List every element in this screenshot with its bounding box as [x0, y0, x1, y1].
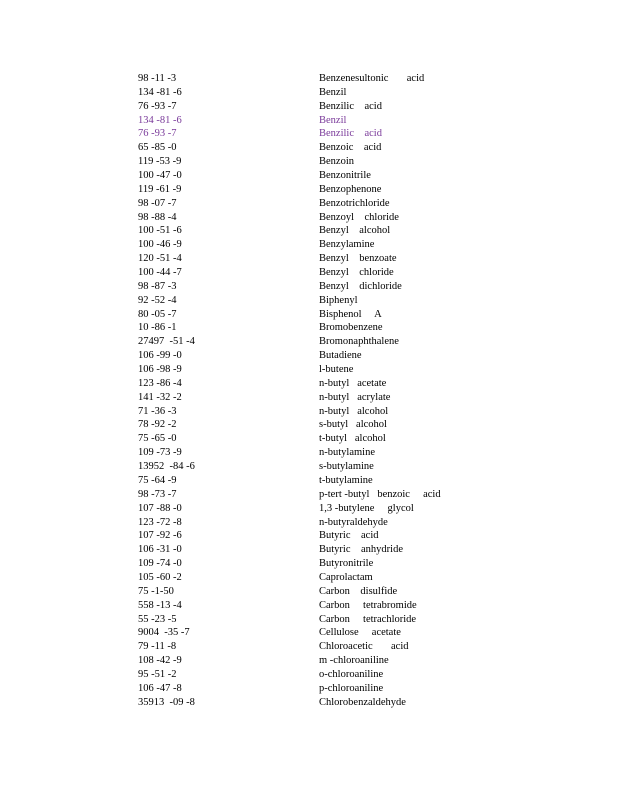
cas-number: 98 -88 -4 — [138, 211, 177, 223]
cas-number: 100 -44 -7 — [138, 267, 182, 279]
chemical-name: Carbon tetrachloride — [319, 613, 417, 625]
table-row — [138, 127, 458, 141]
chemical-name: n-butyl acetate — [319, 377, 387, 389]
cas-number: 75 -1-50 — [138, 585, 174, 597]
cas-number: 109 -74 -0 — [138, 558, 182, 570]
cas-number: 98 -73 -7 — [138, 488, 177, 500]
cas-number: 95 -51 -2 — [138, 668, 177, 680]
cas-number: 109 -73 -9 — [138, 447, 182, 459]
cas-number: 78 -92 -2 — [138, 419, 177, 431]
table-row — [138, 640, 458, 654]
table-row — [138, 613, 458, 627]
table-row — [138, 668, 458, 682]
table-row — [138, 557, 458, 571]
cas-number: 27497 -51 -4 — [138, 336, 195, 348]
table-row — [138, 266, 458, 280]
cas-number: 106 -99 -0 — [138, 350, 182, 362]
chemical-name: Carbon disulfide — [319, 585, 398, 597]
cas-number: 108 -42 -9 — [138, 655, 182, 667]
table-row — [138, 391, 458, 405]
table-row — [138, 141, 458, 155]
chemical-name: Benzenesultonic acid — [319, 73, 425, 84]
cas-number: 107 -88 -0 — [138, 502, 182, 514]
chemical-name: Cellulose acetate — [319, 627, 401, 639]
table-row — [138, 654, 458, 668]
chemical-name: Benzil — [319, 114, 347, 126]
table-row — [138, 155, 458, 169]
cas-number: 134 -81 -6 — [138, 114, 182, 126]
cas-number: 123 -72 -8 — [138, 516, 182, 528]
chemical-name: o-chloroaniline — [319, 668, 384, 680]
cas-number: 92 -52 -4 — [138, 294, 177, 306]
chemical-name: Benzotrichloride — [319, 197, 390, 209]
table-row — [138, 114, 458, 128]
chemical-name: p-tert -butyl benzoic acid — [319, 488, 441, 500]
table-row — [138, 224, 458, 238]
chemical-name: Benzophenone — [319, 183, 382, 195]
table-row — [138, 349, 458, 363]
chemical-name: Benzyl chloride — [319, 267, 394, 279]
cas-number: 106 -47 -8 — [138, 682, 182, 694]
chemical-name: s-butyl alcohol — [319, 419, 387, 431]
table-row — [138, 72, 458, 86]
cas-number: 123 -86 -4 — [138, 377, 182, 389]
table-row — [138, 183, 458, 197]
chemical-name: t-butylamine — [319, 474, 373, 486]
chemical-name: s-butylamine — [319, 461, 374, 473]
table-row — [138, 432, 458, 446]
cas-number: 55 -23 -5 — [138, 613, 177, 625]
chemical-name: Chloroacetic acid — [319, 641, 409, 653]
chemical-name: l-butene — [319, 364, 354, 376]
table-row — [138, 377, 458, 391]
table-row — [138, 308, 458, 322]
table-row — [138, 529, 458, 543]
cas-number: 558 -13 -4 — [138, 599, 182, 611]
table-row — [138, 100, 458, 114]
chemical-cas-list — [138, 72, 458, 710]
cas-number: 75 -64 -9 — [138, 474, 177, 486]
cas-number: 71 -36 -3 — [138, 405, 177, 417]
chemical-name: Benzylamine — [319, 239, 375, 251]
table-row — [138, 169, 458, 183]
cas-number: 13952 -84 -6 — [138, 461, 195, 473]
cas-number: 98 -87 -3 — [138, 280, 177, 292]
chemical-name: t-butyl alcohol — [319, 433, 386, 445]
chemical-name: Benzyl alcohol — [319, 225, 391, 237]
chemical-name: n-butyraldehyde — [319, 516, 388, 528]
chemical-name: Benzil — [319, 86, 347, 98]
chemical-name: Butyronitrile — [319, 558, 374, 570]
chemical-name: Bromobenzene — [319, 322, 383, 334]
chemical-name: Bisphenol A — [319, 308, 382, 320]
table-row — [138, 626, 458, 640]
cas-number: 75 -65 -0 — [138, 433, 177, 445]
cas-number: 9004 -35 -7 — [138, 627, 190, 639]
table-row — [138, 197, 458, 211]
chemical-name: Bromonaphthalene — [319, 336, 399, 348]
table-row — [138, 488, 458, 502]
cas-number: 65 -85 -0 — [138, 142, 177, 154]
cas-number: 134 -81 -6 — [138, 86, 182, 98]
chemical-name: Benzilic acid — [319, 100, 382, 112]
chemical-name: Biphenyl — [319, 294, 358, 306]
table-row — [138, 86, 458, 100]
chemical-name: n-butyl alcohol — [319, 405, 389, 417]
table-row — [138, 446, 458, 460]
table-row — [138, 363, 458, 377]
chemical-name: Benzyl benzoate — [319, 253, 397, 265]
chemical-name: Butyric acid — [319, 530, 379, 542]
chemical-name: Chlorobenzaldehyde — [319, 696, 406, 708]
chemical-name: Caprolactam — [319, 571, 373, 583]
table-row — [138, 238, 458, 252]
cas-number: 35913 -09 -8 — [138, 696, 195, 708]
table-row — [138, 585, 458, 599]
cas-number: 10 -86 -1 — [138, 322, 177, 334]
table-row — [138, 211, 458, 225]
table-row — [138, 321, 458, 335]
table-row — [138, 474, 458, 488]
chemical-name: Butadiene — [319, 350, 362, 362]
cas-number: 100 -47 -0 — [138, 170, 182, 182]
cas-number: 80 -05 -7 — [138, 308, 177, 320]
cas-number: 119 -61 -9 — [138, 183, 182, 195]
table-row — [138, 502, 458, 516]
chemical-name: Butyric anhydride — [319, 544, 403, 556]
cas-number: 105 -60 -2 — [138, 571, 182, 583]
chemical-name: Benzoin — [319, 156, 354, 168]
chemical-name: Benzoyl chloride — [319, 211, 399, 223]
cas-number: 120 -51 -4 — [138, 253, 182, 265]
table-row — [138, 696, 458, 710]
chemical-name: n-butylamine — [319, 447, 375, 459]
cas-number: 106 -98 -9 — [138, 364, 182, 376]
table-row — [138, 516, 458, 530]
cas-number: 100 -46 -9 — [138, 239, 182, 251]
cas-number: 76 -93 -7 — [138, 100, 177, 112]
cas-number: 119 -53 -9 — [138, 156, 182, 168]
chemical-name: Benzyl dichloride — [319, 280, 402, 292]
cas-number: 98 -11 -3 — [138, 73, 177, 84]
table-row — [138, 418, 458, 432]
chemical-name: m -chloroaniline — [319, 655, 389, 667]
table-row — [138, 460, 458, 474]
chemical-name: Carbon tetrabromide — [319, 599, 417, 611]
chemical-name: Benzilic acid — [319, 128, 382, 140]
cas-number: 100 -51 -6 — [138, 225, 182, 237]
table-row — [138, 252, 458, 266]
table-row — [138, 682, 458, 696]
chemical-name: p-chloroaniline — [319, 682, 384, 694]
table-row — [138, 571, 458, 585]
table-row — [138, 294, 458, 308]
cas-number: 106 -31 -0 — [138, 544, 182, 556]
table-row — [138, 280, 458, 294]
cas-number: 79 -11 -8 — [138, 641, 177, 653]
cas-number: 76 -93 -7 — [138, 128, 177, 140]
chemical-name: Benzonitrile — [319, 170, 371, 182]
table-row — [138, 335, 458, 349]
chemical-name: n-butyl acrylate — [319, 391, 391, 403]
cas-number: 141 -32 -2 — [138, 391, 182, 403]
table-row — [138, 543, 458, 557]
chemical-name: 1,3 -butylene glycol — [319, 502, 414, 514]
table-row — [138, 405, 458, 419]
chemical-name: Benzoic acid — [319, 142, 382, 154]
cas-number: 107 -92 -6 — [138, 530, 182, 542]
table-row — [138, 599, 458, 613]
cas-number: 98 -07 -7 — [138, 197, 177, 209]
